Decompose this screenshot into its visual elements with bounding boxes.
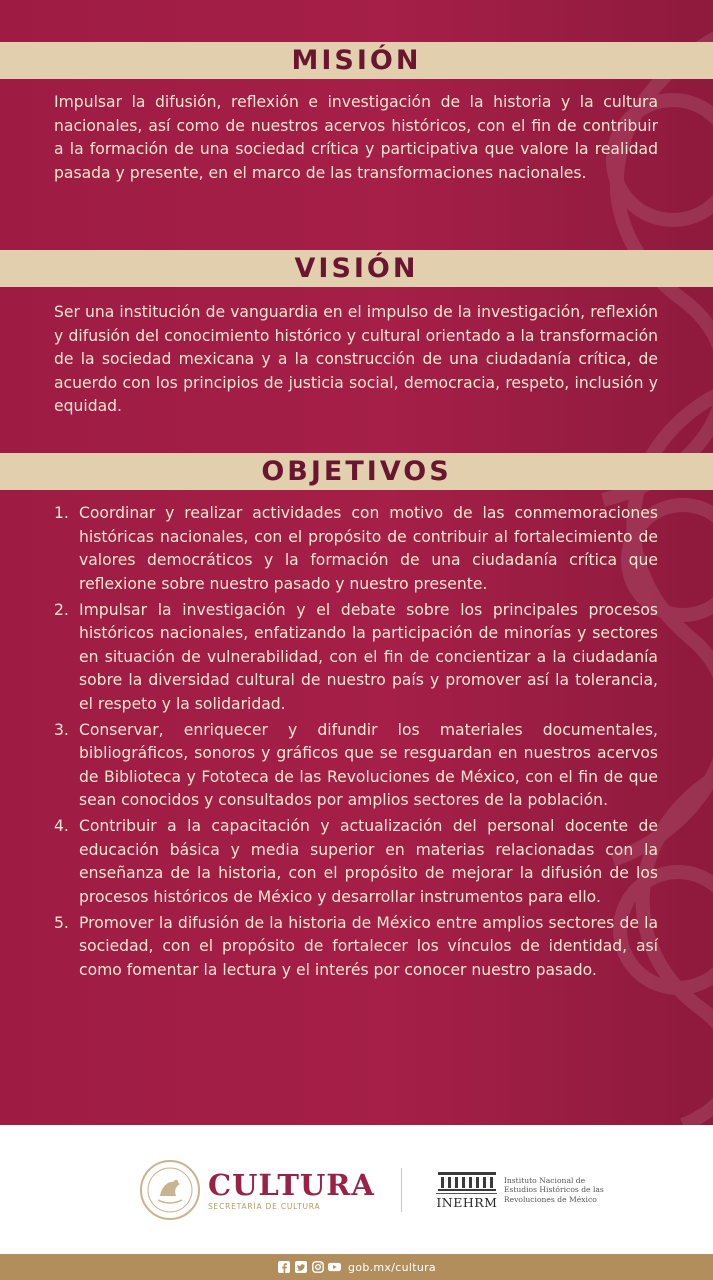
mision-header-band <box>0 42 713 79</box>
objective-item <box>54 912 658 983</box>
objective-text: Coordinar y realizar actividades con motivo de las conmemoraciones históricas nacionales, con el propósito de contribuir al fortalecimiento de valores democráticos y la formación de una ciudadanía crítica que reflexione sobre nuestro pasado y nuestro presente. <box>79 504 658 593</box>
instagram-icon[interactable] <box>311 1261 324 1274</box>
objective-text: Contribuir a la capacitación y actualización del personal docente de educación básica y media superior en materias relacionadas con la enseñanza de la historia, con el propósito de mejorar la difusión de los procesos históricos de México y desarrollar instrumentos para ello. <box>79 817 658 906</box>
objetivos-title: OBJETIVOS <box>261 456 452 487</box>
objective-text: Conservar, enriquecer y difundir los materiales documentales, bibliográficos, sonoros y gráficos que se resguardan en nuestros acervos de Biblioteca y Fototeca de las Revoluciones de México, con el fin de que sean conocidos y consultados por amplios sectores de la población. <box>79 720 658 809</box>
cultura-brand <box>208 1169 375 1211</box>
inehrm-description: Instituto Nacional de Estudios Históricos de las Revoluciones de México <box>503 1175 604 1204</box>
objective-number: 3. <box>54 720 69 739</box>
objective-item <box>54 815 658 909</box>
website-link[interactable]: gob.mx/cultura <box>348 1260 436 1274</box>
objective-item <box>54 719 658 813</box>
objective-item <box>54 599 658 717</box>
objective-number: 1. <box>54 504 69 522</box>
objective-number: 4. <box>54 817 69 835</box>
vision-header-band <box>0 250 713 287</box>
footer <box>0 1125 713 1254</box>
inehrm-logo <box>436 1170 609 1210</box>
footer-divider <box>401 1168 402 1212</box>
mision-text: Impulsar la difusión, reflexión e investigación de la historia y la cultura nacionales, así como de nuestros acervos históricos, con el fin de contribuir a la formación de una sociedad crítica y participativa que valore la realidad pasada y presente, en el marco de las transformaciones nacionales. <box>54 93 658 182</box>
facebook-icon[interactable] <box>277 1261 290 1274</box>
objective-number: 2. <box>54 600 69 619</box>
objective-text: Impulsar la investigación y el debate sobre los principales procesos históricos nacionales, enfatizando la participación de minorías y sectores en situación de vulnerabilidad, con el fin de concientizar a la ciudadanía sobre la diversidad cultural de nuestro país y promover así la tolerancia, el respeto y la solidaridad. <box>79 600 658 713</box>
brand-name: CULTURA <box>208 1168 375 1202</box>
objective-text: Promover la difusión de la historia de México entre amplios sectores de la sociedad, con el propósito de fortalecer los vínculos de identidad, así como fomentar la lectura y el interés por conocer nuestro pasado. <box>79 913 658 979</box>
objetivos-header-band <box>0 453 713 490</box>
footer-logos <box>140 1145 609 1235</box>
inehrm-name: INEHRM <box>436 1195 498 1210</box>
national-seal-icon <box>140 1160 200 1220</box>
social-icons <box>277 1261 341 1274</box>
twitter-icon[interactable] <box>294 1261 307 1274</box>
brand-subtitle: SECRETARÍA DE CULTURA <box>208 1202 321 1211</box>
objective-number: 5. <box>54 913 69 932</box>
bottom-bar <box>0 1254 713 1280</box>
mision-title: MISIÓN <box>291 45 422 76</box>
vision-title: VISIÓN <box>294 253 419 284</box>
youtube-icon[interactable] <box>328 1261 341 1274</box>
objective-item <box>54 502 658 596</box>
objectives-list <box>54 502 658 985</box>
building-icon <box>436 1170 498 1192</box>
vision-text: Ser una institución de vanguardia en el impulso de la investigación, reflexión y difusión del conocimiento histórico y cultural orientado a la transformación de la sociedad mexicana y a la construcción de una ciudadanía crítica, de acuerdo con los principios de justicia social, democracia, respeto, inclusión y equidad. <box>54 303 658 415</box>
